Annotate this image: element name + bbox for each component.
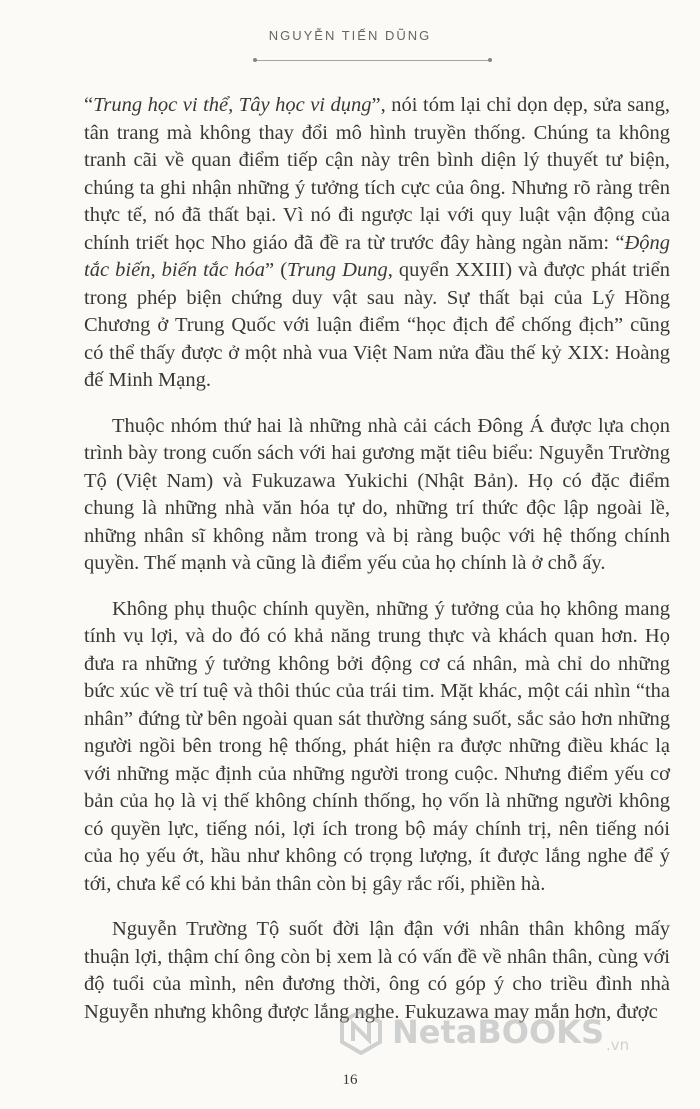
text-run: ”, nói tóm lại chỉ dọn dẹp, sửa sang, tân trang mà không thay đổi mô hình truyền thống. Chúng ta không tranh cãi về quan điểm tiếp cận này trên bình diện lý thuyết tư biện, chúng ta ghi nhận những ý tưởng tích cực của ông. Nhưng rõ ràng trên thực tế, nó đã thất bại. Vì nó đi ngược lại với quy luật vận động của chính triết học Nho giáo đã đề ra từ trước đây hàng ngàn năm: “: [84, 94, 670, 254]
text-run: “: [84, 94, 94, 116]
watermark-brand: NetaBOOKS: [392, 1013, 605, 1051]
rule-dot-right: [488, 58, 492, 62]
header-rule: [255, 60, 490, 61]
italic-text: Trung Dung: [287, 259, 388, 281]
italic-text: Động tắc biến, biến tắc hóa: [84, 231, 670, 281]
rule-dot-left: [253, 58, 257, 62]
paragraph: [84, 596, 670, 899]
watermark: [338, 996, 698, 1068]
text-run: Không phụ thuộc chính quyền, những ý tưởng của họ không mang tính vụ lợi, và do đó có khả năng trung thực và khách quan hơn. Họ đưa ra những ý tưởng không bởi động cơ cá nhân, mà chỉ do những bức xúc về trí tuệ và thôi thúc của trái tim. Mặt khác, một cái nhìn “tha nhân” đứng từ bên ngoài quan sát thường sáng suốt, sắc sảo hơn những người ngồi bên trong hệ thống, phát hiện ra được những điều khác lạ với những mặc định của những người trong cuộc. Nhưng điểm yếu cơ bản của họ là vị thế không chính thống, họ vốn là những người không có quyền lực, tiếng nói, lợi ích trong bộ máy chính trị, nên tiếng nói của họ yếu ớt, hầu như không có trọng lượng, ít được lắng nghe để ý tới, chưa kể có khi bản thân còn bị gây rắc rối, phiền hà.: [84, 597, 670, 895]
page-number: 16: [342, 1072, 358, 1088]
italic-text: Trung học vi thể, Tây học vi dụng: [93, 94, 372, 116]
text-run: Nguyễn Trường Tộ suốt đời lận đận với nhân thân không mấy thuận lợi, thậm chí ông còn bị xem là có vấn đề về nhân thân, cùng với độ tuổi của mình, nên đương thời, ông có góp ý cho triều đình nhà Nguyễn nhưng không được lắng nghe. Fukuzawa may mắn hơn, được: [84, 918, 670, 1023]
running-header: NGUYỄN TIẾN DŨNG: [268, 28, 432, 43]
text-run: ” (: [264, 259, 288, 281]
paragraph: [84, 413, 670, 578]
body-text: [84, 92, 670, 1044]
paragraph: [84, 92, 670, 395]
text-run: , quyển XXIII) và được phát triển trong phép biện chứng duy vật sau này. Sự thất bại của Lý Hồng Chương ở Trung Quốc với luận điểm “học địch để chống địch” cũng có thể thấy được ở một nhà vua Việt Nam nửa đầu thế kỷ XIX: Hoàng đế Minh Mạng.: [84, 259, 670, 391]
text-run: Thuộc nhóm thứ hai là những nhà cải cách Đông Á được lựa chọn trình bày trong cuốn sách với hai gương mặt tiêu biểu: Nguyễn Trường Tộ (Việt Nam) và Fukuzawa Yukichi (Nhật Bản). Họ có đặc điểm chung là những nhà văn hóa tự do, những trí thức độc lập ngoài lề, những nhân sĩ không nằm trong và bị ràng buộc với hệ thống chính quyền. Thế mạnh và cũng là điểm yếu của họ chính là ở chỗ ấy.: [84, 414, 670, 574]
netabooks-logo-icon: [338, 1009, 384, 1055]
watermark-suffix: .vn: [606, 1036, 630, 1054]
